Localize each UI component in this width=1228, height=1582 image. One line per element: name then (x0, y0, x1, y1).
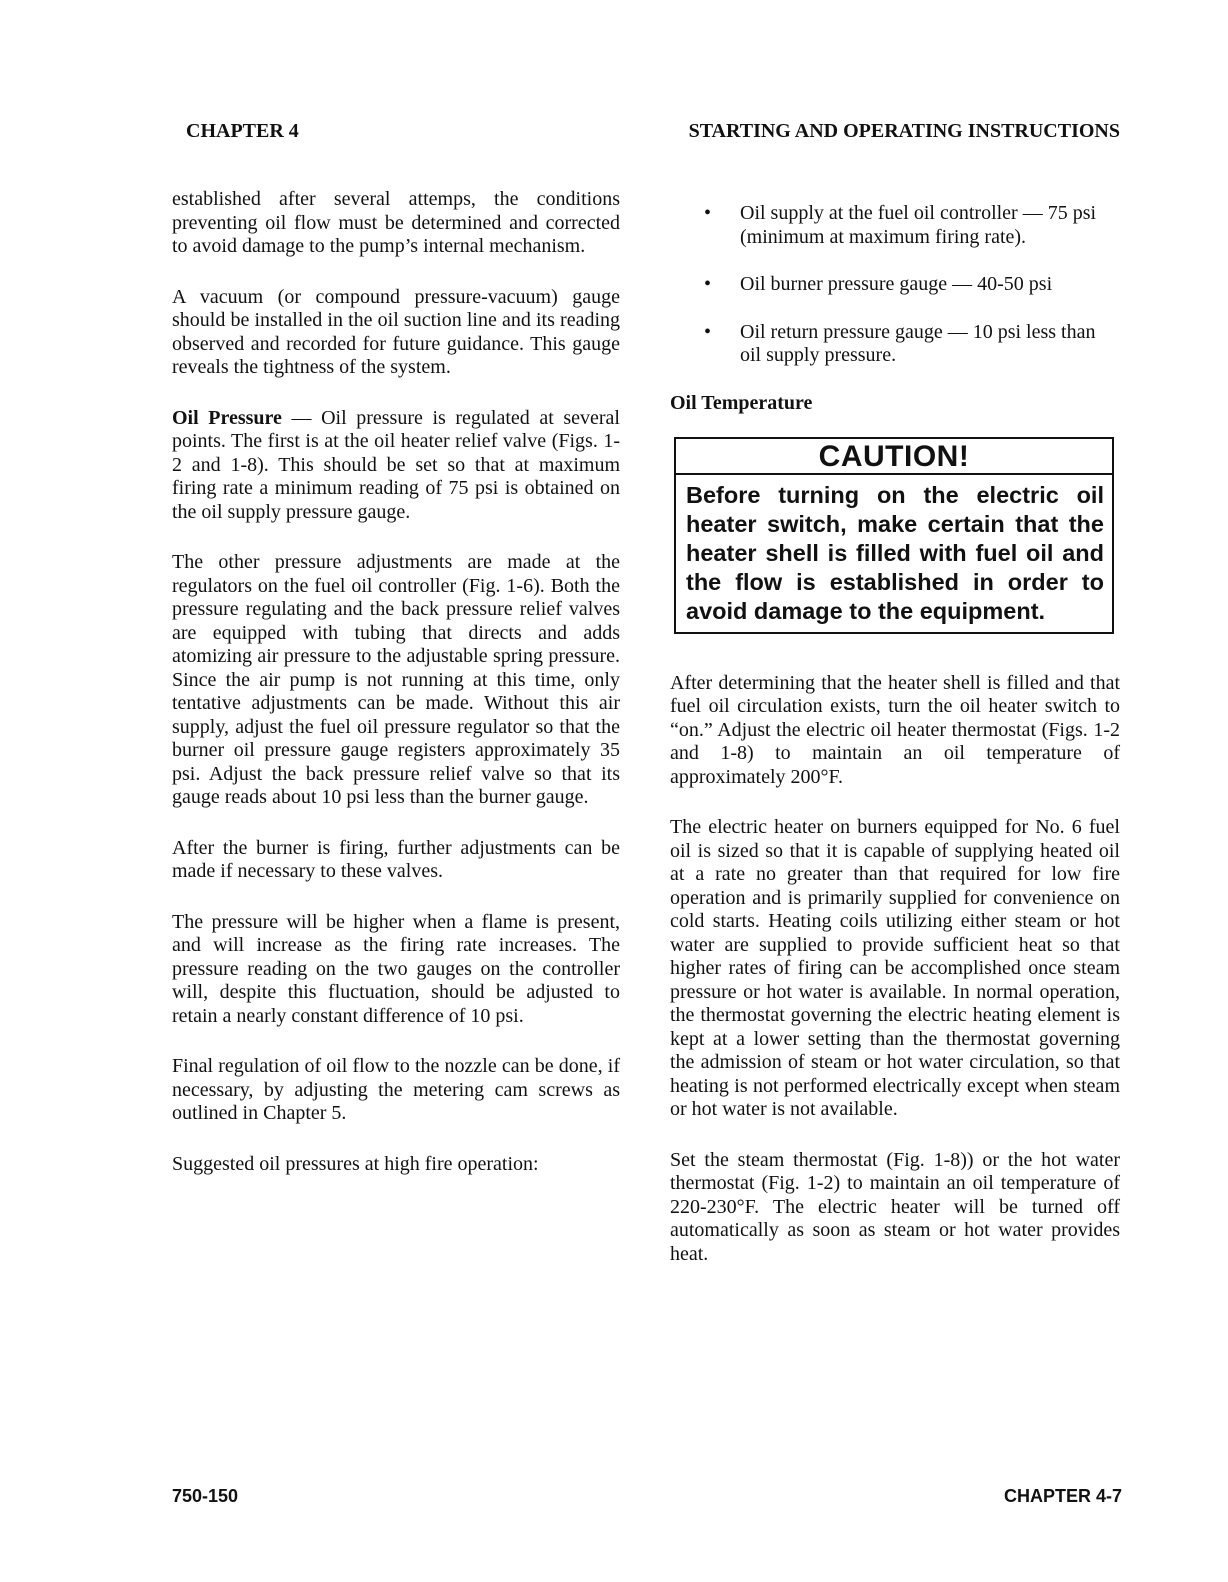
paragraph-suggested-pressures: Suggested oil pressures at high fire operation: (172, 1152, 539, 1175)
paragraph-steam-thermostat: Set the steam thermostat (Fig. 1-8)) or the hot water thermostat (Fig. 1-2) to maintain an oil temperature of 220-230°F. The electric heater will be turned off automatically as soon as steam or hot water provides heat. (670, 1148, 1120, 1265)
caution-title: CAUTION! (676, 439, 1112, 475)
left-column (172, 188, 620, 1203)
caution-box (674, 437, 1114, 634)
page-header (186, 120, 1120, 150)
bullet-icon: • (704, 320, 712, 343)
section-title: STARTING AND OPERATING INSTRUCTIONS (688, 120, 1120, 142)
list-item: • Oil return pressure gauge — 10 psi less than oil supply pressure. (704, 320, 1096, 366)
page-footer (172, 1486, 1122, 1512)
bullet-icon: • (704, 273, 712, 295)
paragraph-after-firing: After the burner is firing, further adjustments can be made if necessary to these valves. (172, 836, 620, 882)
page-number: CHAPTER 4-7 (1003, 1486, 1122, 1506)
paragraph-vacuum-gauge: A vacuum (or compound pressure-vacuum) gauge should be installed in the oil suction line and its reading observed and recorded for future guidance. This gauge reveals the tightness of the system. (172, 285, 620, 378)
paragraph-oil-pressure (172, 407, 620, 525)
caution-text: Before turning on the electric oil heater switch, make certain that the heater shell is filled with fuel oil and the flow is established in order to avoid damage to the equipment. (686, 481, 1104, 624)
paragraph-electric-heater: The electric heater on burners equipped for No. 6 fuel oil is sized so that it is capable of supplying heated oil at a rate no greater than that required for low fire operation and is primarily supplied for convenience on cold starts. Heating coils utilizing either steam or hot water are supplied to provide sufficient heat so that higher rates of firing can be accomplished once steam pressure or hot water is available. In normal operation, the thermostat governing the electric heating element is kept at a lower setting than the thermostat governing the admission of steam or hot water circulation, so that heating is not performed electrically except when steam or hot water is not available. (670, 816, 1120, 1120)
list-item: • Oil supply at the fuel oil controller — 75 psi (minimum at maximum firing rate). (704, 202, 1097, 248)
document-number: 750-150 (172, 1486, 239, 1506)
paragraph-pressure-adjustments: The other pressure adjustments are made at the regulators on the fuel oil controller (Fig. 1-6). Both the pressure regulating and the back pressure relief valves are equipped with tubing that directs and adds atomizing air pressure to the adjustable spring pressure. Since the air pump is not running at this time, only tentative adjustments can be made. Without this air supply, adjust the fuel oil pressure regulator so that the burner oil pressure gauge registers approximately 35 psi. Adjust the back pressure relief valve so that its gauge reads about 10 psi less than the burner gauge. (172, 551, 620, 808)
chapter-label: CHAPTER 4 (186, 120, 299, 142)
right-column (670, 188, 1120, 1293)
paragraph-heater-switch: After determining that the heater shell is filled and that fuel oil circulation exists, turn the oil heater switch to “on.” Adjust the electric oil heater thermostat (Figs. 1-2 and 1-8) to maintain an oil temperature of approximately 200°F. (670, 671, 1120, 788)
list-item: • Oil burner pressure gauge — 40-50 psi (704, 273, 1053, 295)
bullet-icon: • (704, 202, 712, 224)
oil-pressure-heading: Oil Pressure (172, 406, 282, 429)
oil-temperature-heading: Oil Temperature (670, 391, 813, 414)
paragraph-pressure-flame: The pressure will be higher when a flame is present, and will increase as the firing rate increases. The pressure reading on the two gauges on the controller will, despite this fluctuation, should be adjusted to retain a nearly constant difference of 10 psi. (172, 910, 620, 1027)
paragraph-attempts: established after several attemps, the conditions preventing oil flow must be determined and corrected to avoid damage to the pump’s internal mechanism. (172, 188, 620, 257)
pressure-list (670, 202, 1120, 368)
oil-pressure-body: — Oil pressure is regulated at several points. The first is at the oil heater relief valve (Figs. 1-2 and 1-8). This should be set so that at maximum firing rate a minimum reading of 75 psi is obtained on the oil supply pressure gauge. (172, 406, 620, 523)
paragraph-final-regulation: Final regulation of oil flow to the nozzle can be done, if necessary, by adjusting the metering cam screws as outlined in Chapter 5. (172, 1055, 620, 1124)
